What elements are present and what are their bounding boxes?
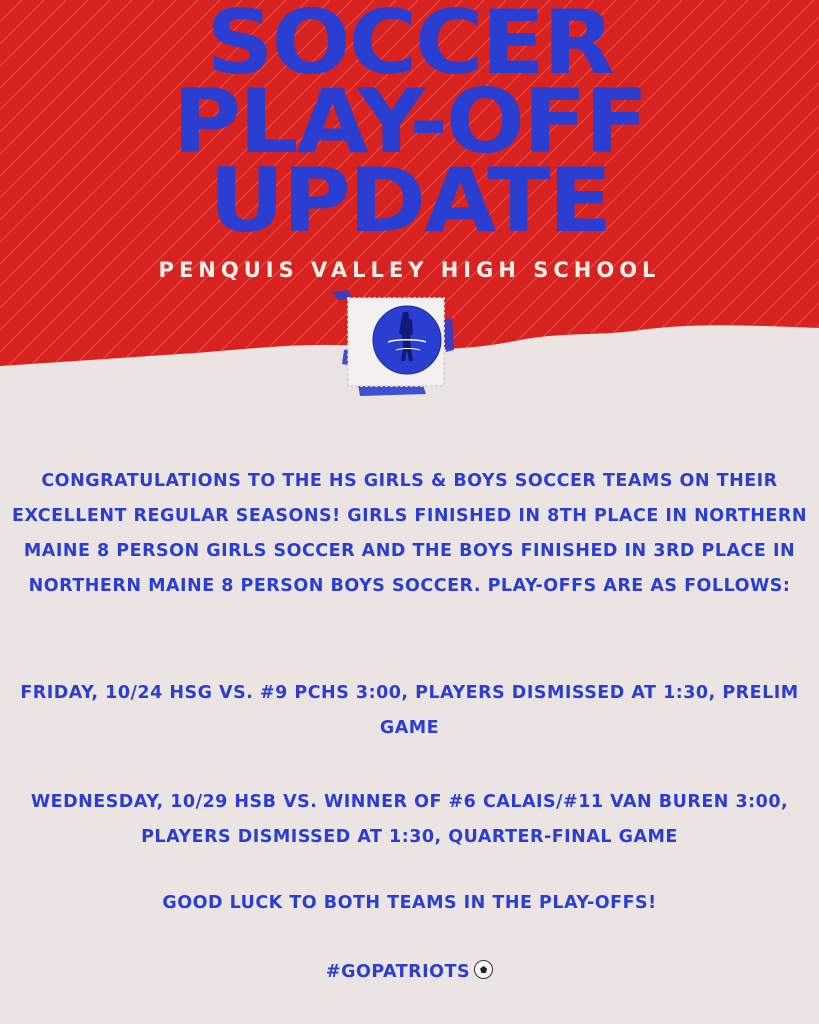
intro-paragraph: CONGRATULATIONS TO THE HS GIRLS & BOYS SOCCER TEAMS ON THEIR EXCELLENT REGULAR SEASONS! GIRLS FINISHED IN 8TH PLACE IN NORTHERN MAINE 8 PERSON GIRLS SOCCER AND THE BOYS FINISHED IN 3RD PLACE IN NORTHERN MAINE 8 PERSON BOYS SOCCER. PLAY-OFFS ARE AS FOLLOWS: <box>11 471 807 596</box>
title-line-3: UPDATE <box>208 149 611 252</box>
good-luck-message: GOOD LUCK TO BOTH TEAMS IN THE PLAY-OFFS! <box>162 893 657 913</box>
hashtag-text: #GOPATRIOTS <box>325 962 471 982</box>
school-seal-icon <box>330 290 455 398</box>
school-name: PENQUIS VALLEY HIGH SCHOOL <box>158 258 661 282</box>
game-1-details: FRIDAY, 10/24 HSG VS. #9 PCHS 3:00, PLAYERS DISMISSED AT 1:30, PRELIM GAME <box>20 683 799 738</box>
soccer-ball-icon <box>474 960 493 979</box>
hashtag-line <box>10 955 809 990</box>
title-line-1: SOCCER <box>206 0 613 94</box>
title-line-2: PLAY-OFF <box>172 70 647 173</box>
game-2-details: WEDNESDAY, 10/29 HSB VS. WINNER OF #6 CALAIS/#11 VAN BUREN 3:00, PLAYERS DISMISSED AT 1:30, QUARTER-FINAL GAME <box>30 792 789 847</box>
